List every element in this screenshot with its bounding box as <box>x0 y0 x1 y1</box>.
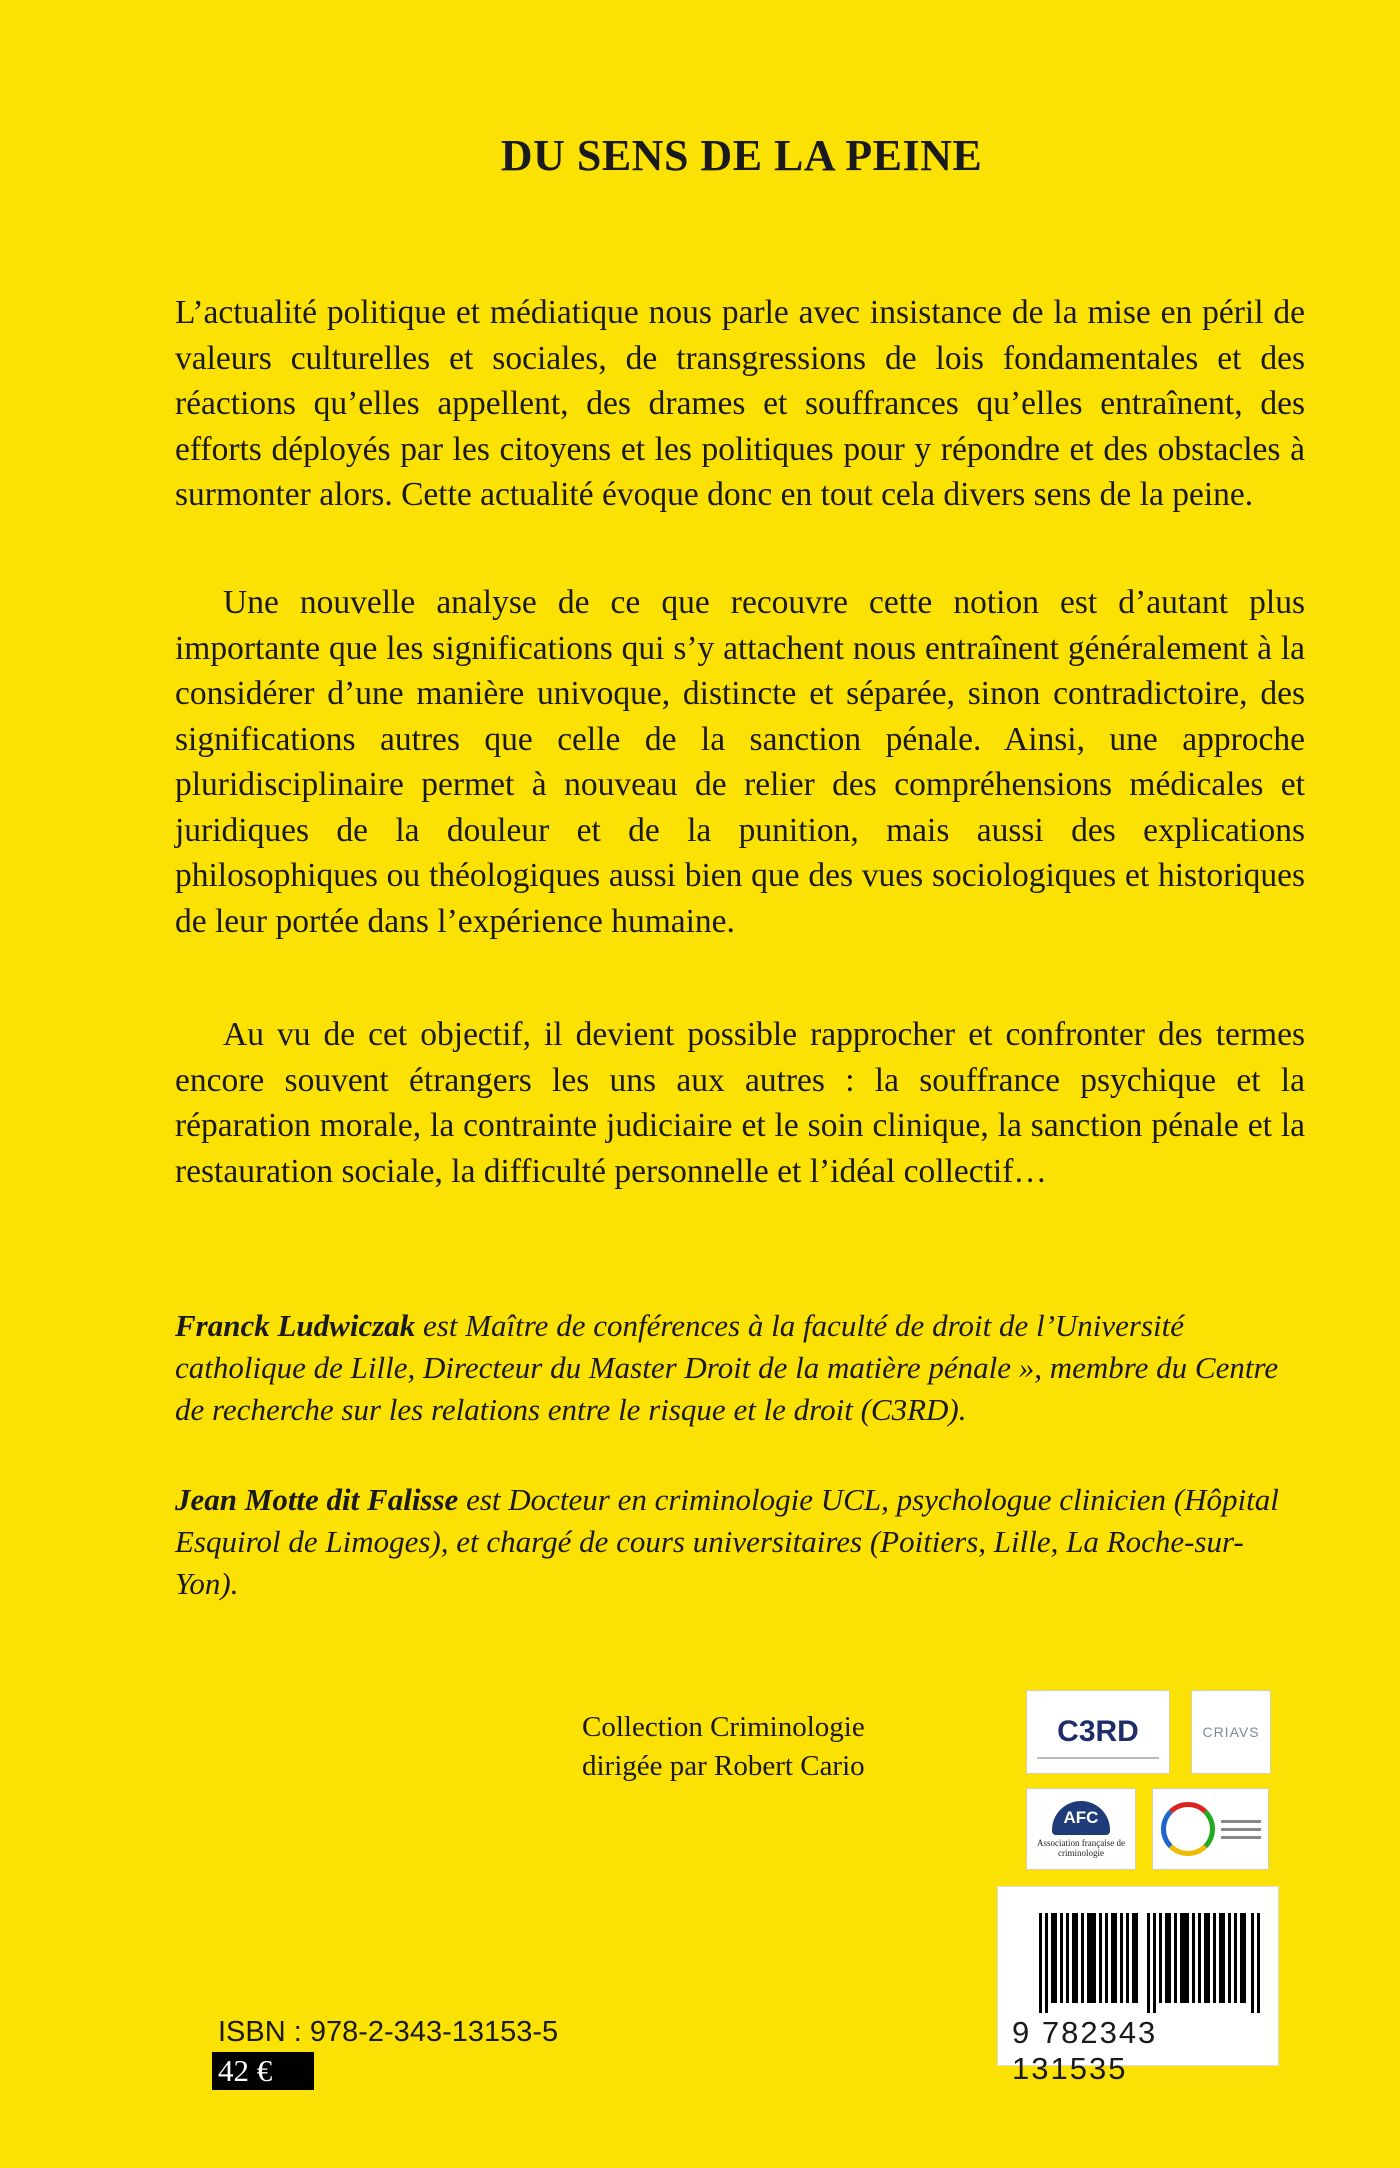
isbn: ISBN : 978-2-343-13153-5 <box>218 2016 559 2048</box>
author-bio-text-1: est Maître de conférences à la faculté de droit de l’Université catholique de Lille, Directeur du Master Droit de la matière pénale », membre du Centre de recherche sur les relations entre le risque et le droit (C3RD). <box>175 1308 1279 1427</box>
barcode-number: 9 782343 131535 <box>1012 2015 1158 2086</box>
barcode <box>997 1886 1279 2086</box>
author-bio-1 <box>175 1305 1305 1431</box>
summary-paragraph-3: Au vu de cet objectif, il devient possible rapprocher et confronter des termes encore souvent étrangers les uns aux autres : la souffrance psychique et la réparation morale, la contrainte judiciaire et le soin clinique, la sanction pénale et la restauration sociale, la difficulté personnelle et l’idéal collectif… <box>175 1016 1305 1190</box>
summary-paragraph-1: L’actualité politique et médiatique nous parle avec insistance de la mise en péril de valeurs culturelles et sociales, de transgressions de lois fondamentales et des réactions qu’elles appellent, des drames et souffrances qu’elles entraînent, des efforts déployés par les citoyens et les politiques pour y répondre et des obstacles à surmonter alors. Cette actualité évoque donc en tout cela divers sens de la peine. <box>175 294 1305 513</box>
criavs-logo <box>1191 1690 1271 1774</box>
c3rd-logo-text: C3RD <box>1057 1715 1139 1748</box>
book-title: DU SENS DE LA PEINE <box>500 131 983 180</box>
author-bio-text-2: est Docteur en criminologie UCL, psychologue clinicien (Hôpital Esquirol de Limoges), et chargé de cours universitaires (Poitiers, Lille, La Roche-sur-Yon). <box>175 1482 1279 1601</box>
author-bio-2 <box>175 1479 1305 1605</box>
collection-name: Collection Criminologie <box>582 1711 865 1743</box>
c3rd-logo <box>1026 1690 1170 1774</box>
collection-director: dirigée par Robert Cario <box>582 1750 865 1782</box>
iff-logo <box>1152 1788 1269 1870</box>
price-badge: 42 € <box>212 2052 314 2090</box>
author-name-2: Jean Motte dit Falisse <box>175 1482 459 1517</box>
afc-logo-caption: Association française de criminologie <box>1037 1837 1125 1858</box>
author-name-1: Franck Ludwiczak <box>175 1308 416 1343</box>
c3rd-logo-underline <box>1037 1757 1159 1763</box>
afc-logo-mark: AFC <box>1052 1801 1110 1835</box>
iff-logo-ring-icon <box>1161 1802 1215 1856</box>
iff-logo-lines <box>1221 1815 1261 1844</box>
summary-paragraph-2: Une nouvelle analyse de ce que recouvre cette notion est d’autant plus importante que les significations qui s’y attachent nous entraînent généralement à la considérer d’une manière univoque, distincte et séparée, sinon contradictoire, des significations autres que celle de la sanction pénale. Ainsi, une approche pluridisciplinaire permet à nouveau de relier des compréhensions médicales et juridiques de la douleur et de la punition, mais aussi des explications philosophiques ou théologiques aussi bien que des vues sociologiques et historiques de leur portée dans l’expérience humaine. <box>175 584 1305 940</box>
barcode-bars-icon <box>1039 1913 1266 2013</box>
criavs-logo-text: CRIAVS <box>1202 1724 1260 1740</box>
collection-info <box>582 1708 865 1786</box>
afc-logo <box>1026 1788 1136 1870</box>
